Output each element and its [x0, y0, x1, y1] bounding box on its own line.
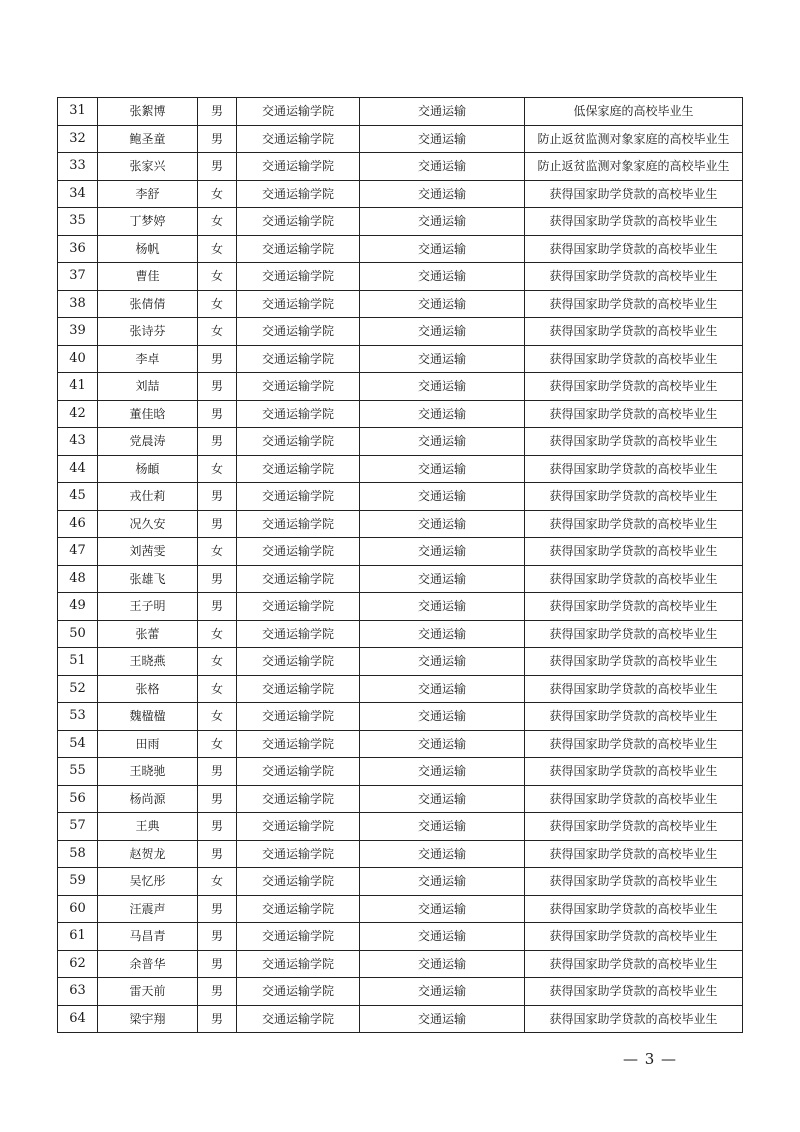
college-cell: 交通运输学院 [237, 675, 360, 703]
row-number-cell: 61 [58, 923, 98, 951]
category-cell: 获得国家助学贷款的高校毕业生 [525, 565, 743, 593]
gender-cell: 男 [198, 758, 237, 786]
category-cell: 获得国家助学贷款的高校毕业生 [525, 510, 743, 538]
gender-cell: 男 [198, 510, 237, 538]
college-cell: 交通运输学院 [237, 180, 360, 208]
college-cell: 交通运输学院 [237, 455, 360, 483]
name-cell: 赵贺龙 [98, 840, 198, 868]
table-row [58, 813, 743, 841]
category-cell: 获得国家助学贷款的高校毕业生 [525, 840, 743, 868]
table-row [58, 1005, 743, 1033]
row-number-cell: 35 [58, 208, 98, 236]
college-cell: 交通运输学院 [237, 978, 360, 1006]
gender-cell: 男 [198, 345, 237, 373]
major-cell: 交通运输 [360, 180, 525, 208]
major-cell: 交通运输 [360, 373, 525, 401]
college-cell: 交通运输学院 [237, 950, 360, 978]
category-cell: 防止返贫监测对象家庭的高校毕业生 [525, 125, 743, 153]
name-cell: 田雨 [98, 730, 198, 758]
table-row [58, 620, 743, 648]
major-cell: 交通运输 [360, 510, 525, 538]
row-number-cell: 33 [58, 153, 98, 181]
row-number-cell: 55 [58, 758, 98, 786]
college-cell: 交通运输学院 [237, 868, 360, 896]
name-cell: 杨頔 [98, 455, 198, 483]
college-cell: 交通运输学院 [237, 208, 360, 236]
name-cell: 张絮博 [98, 98, 198, 126]
name-cell: 张家兴 [98, 153, 198, 181]
gender-cell: 男 [198, 593, 237, 621]
college-cell: 交通运输学院 [237, 923, 360, 951]
college-cell: 交通运输学院 [237, 813, 360, 841]
name-cell: 张诗芬 [98, 318, 198, 346]
gender-cell: 男 [198, 978, 237, 1006]
name-cell: 张格 [98, 675, 198, 703]
name-cell: 张蕾 [98, 620, 198, 648]
major-cell: 交通运输 [360, 290, 525, 318]
college-cell: 交通运输学院 [237, 1005, 360, 1033]
name-cell: 王子明 [98, 593, 198, 621]
category-cell: 获得国家助学贷款的高校毕业生 [525, 730, 743, 758]
major-cell: 交通运输 [360, 648, 525, 676]
table-row [58, 758, 743, 786]
major-cell: 交通运输 [360, 950, 525, 978]
table-row [58, 565, 743, 593]
college-cell: 交通运输学院 [237, 895, 360, 923]
major-cell: 交通运输 [360, 868, 525, 896]
college-cell: 交通运输学院 [237, 400, 360, 428]
table-body [58, 98, 743, 1033]
table-row [58, 345, 743, 373]
college-cell: 交通运输学院 [237, 648, 360, 676]
gender-cell: 男 [198, 428, 237, 456]
major-cell: 交通运输 [360, 400, 525, 428]
row-number-cell: 52 [58, 675, 98, 703]
gender-cell: 男 [198, 373, 237, 401]
major-cell: 交通运输 [360, 235, 525, 263]
row-number-cell: 34 [58, 180, 98, 208]
category-cell: 获得国家助学贷款的高校毕业生 [525, 455, 743, 483]
gender-cell: 女 [198, 868, 237, 896]
gender-cell: 女 [198, 235, 237, 263]
table-row [58, 703, 743, 731]
table-row [58, 208, 743, 236]
table-row [58, 153, 743, 181]
row-number-cell: 39 [58, 318, 98, 346]
college-cell: 交通运输学院 [237, 593, 360, 621]
college-cell: 交通运输学院 [237, 373, 360, 401]
name-cell: 魏楹楹 [98, 703, 198, 731]
category-cell: 获得国家助学贷款的高校毕业生 [525, 235, 743, 263]
category-cell: 获得国家助学贷款的高校毕业生 [525, 1005, 743, 1033]
category-cell: 获得国家助学贷款的高校毕业生 [525, 648, 743, 676]
row-number-cell: 42 [58, 400, 98, 428]
college-cell: 交通运输学院 [237, 483, 360, 511]
name-cell: 汪震声 [98, 895, 198, 923]
table-row [58, 235, 743, 263]
row-number-cell: 63 [58, 978, 98, 1006]
gender-cell: 女 [198, 703, 237, 731]
row-number-cell: 57 [58, 813, 98, 841]
table-row [58, 318, 743, 346]
major-cell: 交通运输 [360, 153, 525, 181]
major-cell: 交通运输 [360, 758, 525, 786]
major-cell: 交通运输 [360, 785, 525, 813]
major-cell: 交通运输 [360, 593, 525, 621]
major-cell: 交通运输 [360, 98, 525, 126]
table-row [58, 400, 743, 428]
row-number-cell: 56 [58, 785, 98, 813]
row-number-cell: 41 [58, 373, 98, 401]
name-cell: 马昌青 [98, 923, 198, 951]
major-cell: 交通运输 [360, 483, 525, 511]
name-cell: 杨尚源 [98, 785, 198, 813]
name-cell: 丁梦婷 [98, 208, 198, 236]
row-number-cell: 47 [58, 538, 98, 566]
college-cell: 交通运输学院 [237, 730, 360, 758]
row-number-cell: 37 [58, 263, 98, 291]
table-row [58, 290, 743, 318]
gender-cell: 女 [198, 180, 237, 208]
name-cell: 戎仕莉 [98, 483, 198, 511]
gender-cell: 男 [198, 785, 237, 813]
college-cell: 交通运输学院 [237, 290, 360, 318]
college-cell: 交通运输学院 [237, 428, 360, 456]
category-cell: 获得国家助学贷款的高校毕业生 [525, 923, 743, 951]
row-number-cell: 49 [58, 593, 98, 621]
name-cell: 董佳晗 [98, 400, 198, 428]
category-cell: 获得国家助学贷款的高校毕业生 [525, 483, 743, 511]
table-row [58, 180, 743, 208]
table-row [58, 125, 743, 153]
row-number-cell: 48 [58, 565, 98, 593]
table-row [58, 483, 743, 511]
name-cell: 刘茜雯 [98, 538, 198, 566]
college-cell: 交通运输学院 [237, 620, 360, 648]
gender-cell: 男 [198, 923, 237, 951]
college-cell: 交通运输学院 [237, 345, 360, 373]
major-cell: 交通运输 [360, 125, 525, 153]
major-cell: 交通运输 [360, 813, 525, 841]
table-row [58, 98, 743, 126]
name-cell: 雷天前 [98, 978, 198, 1006]
table-row [58, 868, 743, 896]
major-cell: 交通运输 [360, 455, 525, 483]
major-cell: 交通运输 [360, 730, 525, 758]
name-cell: 杨帆 [98, 235, 198, 263]
table-row [58, 428, 743, 456]
name-cell: 王晓驰 [98, 758, 198, 786]
table-row [58, 950, 743, 978]
college-cell: 交通运输学院 [237, 263, 360, 291]
name-cell: 张雄飞 [98, 565, 198, 593]
college-cell: 交通运输学院 [237, 235, 360, 263]
table-row [58, 263, 743, 291]
category-cell: 获得国家助学贷款的高校毕业生 [525, 593, 743, 621]
gender-cell: 女 [198, 208, 237, 236]
row-number-cell: 38 [58, 290, 98, 318]
major-cell: 交通运输 [360, 978, 525, 1006]
row-number-cell: 62 [58, 950, 98, 978]
row-number-cell: 44 [58, 455, 98, 483]
table-row [58, 593, 743, 621]
gender-cell: 男 [198, 98, 237, 126]
major-cell: 交通运输 [360, 1005, 525, 1033]
category-cell: 获得国家助学贷款的高校毕业生 [525, 373, 743, 401]
table-row [58, 730, 743, 758]
name-cell: 余普华 [98, 950, 198, 978]
category-cell: 低保家庭的高校毕业生 [525, 98, 743, 126]
gender-cell: 男 [198, 813, 237, 841]
name-cell: 张倩倩 [98, 290, 198, 318]
major-cell: 交通运输 [360, 840, 525, 868]
row-number-cell: 54 [58, 730, 98, 758]
college-cell: 交通运输学院 [237, 758, 360, 786]
gender-cell: 男 [198, 950, 237, 978]
table-row [58, 373, 743, 401]
name-cell: 党晨涛 [98, 428, 198, 456]
row-number-cell: 60 [58, 895, 98, 923]
student-table [57, 97, 743, 1033]
name-cell: 吴忆彤 [98, 868, 198, 896]
gender-cell: 男 [198, 1005, 237, 1033]
table-row [58, 510, 743, 538]
name-cell: 王典 [98, 813, 198, 841]
row-number-cell: 59 [58, 868, 98, 896]
row-number-cell: 31 [58, 98, 98, 126]
category-cell: 获得国家助学贷款的高校毕业生 [525, 345, 743, 373]
category-cell: 获得国家助学贷款的高校毕业生 [525, 675, 743, 703]
gender-cell: 男 [198, 565, 237, 593]
gender-cell: 女 [198, 648, 237, 676]
college-cell: 交通运输学院 [237, 840, 360, 868]
major-cell: 交通运输 [360, 428, 525, 456]
major-cell: 交通运输 [360, 923, 525, 951]
major-cell: 交通运输 [360, 703, 525, 731]
row-number-cell: 50 [58, 620, 98, 648]
category-cell: 防止返贫监测对象家庭的高校毕业生 [525, 153, 743, 181]
category-cell: 获得国家助学贷款的高校毕业生 [525, 208, 743, 236]
name-cell: 李舒 [98, 180, 198, 208]
category-cell: 获得国家助学贷款的高校毕业生 [525, 758, 743, 786]
table-row [58, 923, 743, 951]
gender-cell: 男 [198, 895, 237, 923]
category-cell: 获得国家助学贷款的高校毕业生 [525, 950, 743, 978]
major-cell: 交通运输 [360, 538, 525, 566]
college-cell: 交通运输学院 [237, 318, 360, 346]
gender-cell: 男 [198, 840, 237, 868]
row-number-cell: 51 [58, 648, 98, 676]
category-cell: 获得国家助学贷款的高校毕业生 [525, 813, 743, 841]
gender-cell: 男 [198, 483, 237, 511]
table-row [58, 648, 743, 676]
college-cell: 交通运输学院 [237, 565, 360, 593]
college-cell: 交通运输学院 [237, 785, 360, 813]
category-cell: 获得国家助学贷款的高校毕业生 [525, 400, 743, 428]
category-cell: 获得国家助学贷款的高校毕业生 [525, 318, 743, 346]
major-cell: 交通运输 [360, 565, 525, 593]
category-cell: 获得国家助学贷款的高校毕业生 [525, 895, 743, 923]
college-cell: 交通运输学院 [237, 538, 360, 566]
table-row [58, 895, 743, 923]
name-cell: 李卓 [98, 345, 198, 373]
row-number-cell: 58 [58, 840, 98, 868]
gender-cell: 女 [198, 620, 237, 648]
name-cell: 刘喆 [98, 373, 198, 401]
gender-cell: 男 [198, 153, 237, 181]
gender-cell: 女 [198, 730, 237, 758]
major-cell: 交通运输 [360, 895, 525, 923]
row-number-cell: 46 [58, 510, 98, 538]
college-cell: 交通运输学院 [237, 510, 360, 538]
name-cell: 王晓燕 [98, 648, 198, 676]
category-cell: 获得国家助学贷款的高校毕业生 [525, 290, 743, 318]
major-cell: 交通运输 [360, 345, 525, 373]
gender-cell: 女 [198, 538, 237, 566]
major-cell: 交通运输 [360, 263, 525, 291]
name-cell: 鲍圣童 [98, 125, 198, 153]
gender-cell: 女 [198, 318, 237, 346]
table-row [58, 840, 743, 868]
college-cell: 交通运输学院 [237, 153, 360, 181]
category-cell: 获得国家助学贷款的高校毕业生 [525, 785, 743, 813]
major-cell: 交通运输 [360, 620, 525, 648]
category-cell: 获得国家助学贷款的高校毕业生 [525, 978, 743, 1006]
college-cell: 交通运输学院 [237, 125, 360, 153]
category-cell: 获得国家助学贷款的高校毕业生 [525, 538, 743, 566]
name-cell: 梁宇翔 [98, 1005, 198, 1033]
table-row [58, 455, 743, 483]
category-cell: 获得国家助学贷款的高校毕业生 [525, 620, 743, 648]
major-cell: 交通运输 [360, 675, 525, 703]
category-cell: 获得国家助学贷款的高校毕业生 [525, 428, 743, 456]
row-number-cell: 64 [58, 1005, 98, 1033]
college-cell: 交通运输学院 [237, 98, 360, 126]
table-row [58, 978, 743, 1006]
row-number-cell: 45 [58, 483, 98, 511]
gender-cell: 男 [198, 125, 237, 153]
category-cell: 获得国家助学贷款的高校毕业生 [525, 868, 743, 896]
college-cell: 交通运输学院 [237, 703, 360, 731]
page-number: — 3 — [622, 1050, 678, 1068]
category-cell: 获得国家助学贷款的高校毕业生 [525, 703, 743, 731]
gender-cell: 女 [198, 675, 237, 703]
gender-cell: 女 [198, 290, 237, 318]
row-number-cell: 32 [58, 125, 98, 153]
table-row [58, 538, 743, 566]
major-cell: 交通运输 [360, 318, 525, 346]
row-number-cell: 40 [58, 345, 98, 373]
category-cell: 获得国家助学贷款的高校毕业生 [525, 263, 743, 291]
gender-cell: 女 [198, 455, 237, 483]
row-number-cell: 43 [58, 428, 98, 456]
row-number-cell: 53 [58, 703, 98, 731]
gender-cell: 女 [198, 263, 237, 291]
row-number-cell: 36 [58, 235, 98, 263]
name-cell: 曹佳 [98, 263, 198, 291]
category-cell: 获得国家助学贷款的高校毕业生 [525, 180, 743, 208]
table-row [58, 785, 743, 813]
name-cell: 况久安 [98, 510, 198, 538]
major-cell: 交通运输 [360, 208, 525, 236]
table-row [58, 675, 743, 703]
gender-cell: 男 [198, 400, 237, 428]
